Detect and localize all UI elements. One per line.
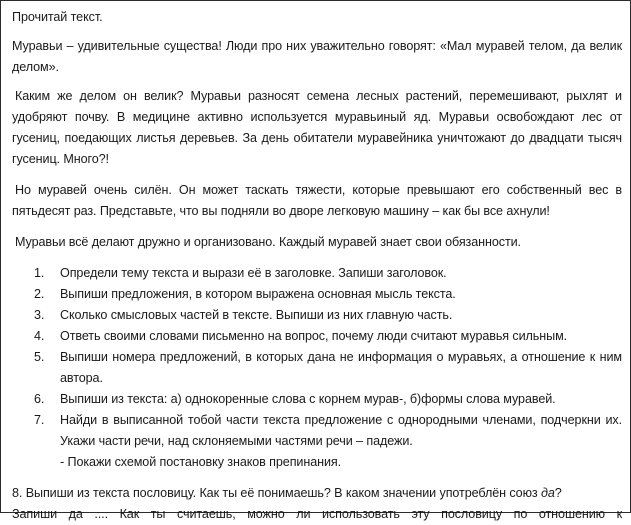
task-8-cutoff-line: Запиши да .... Как ты считаешь, можно ли использовать эту пословицу по отношению к [12, 507, 622, 521]
task-8-prefix: 8. Выпиши из текста пословицу. Как ты её понимаешь? В каком значении употреблён союз [12, 486, 542, 500]
task-subnote: - Покажи схемой постановку знаков препинания. [60, 455, 342, 469]
intro-paragraph: Муравьи – удивительные существа! Люди про них уважительно говорят: «Мал муравей телом, да велик делом». [12, 39, 622, 74]
list-item [12, 389, 622, 410]
task-number: 5. [34, 350, 45, 364]
task-number: 1. [34, 266, 45, 280]
task-number: 6. [34, 392, 45, 406]
paragraph-2: Но муравей очень силён. Он может таскать тяжести, которые превышают его собственный вес в пятьдесят раз. Представьте, что вы подняли во дворе легковую машину – как бы все ахнули! [12, 183, 622, 218]
paragraph-1: Каким же делом он велик? Муравьи разносят семена лесных растений, перемешивают, рыхлят и удобряют почву. В медицине активно используется муравьиный яд. Муравьи освобождают лес от гусениц, поедающих листья деревьев. За день обитатели муравейника уничтожают до двадцати тысяч гусениц. Много?! [12, 89, 622, 166]
list-item [12, 305, 622, 326]
task-8 [12, 483, 622, 504]
task-number: 3. [34, 308, 45, 322]
task-number: 4. [34, 329, 45, 343]
list-item [12, 410, 622, 473]
task-number: 2. [34, 287, 45, 301]
paragraph-3: Муравьи всё делают дружно и организовано. Каждый муравей знает свои обязанности. [15, 235, 521, 249]
document-body [12, 7, 622, 525]
task-text: Выпиши из текста: а) однокоренные слова с корнем мурав-, б)формы слова муравей. [60, 392, 556, 406]
task-text: Выпиши предложения, в котором выражена основная мысль текста. [60, 287, 456, 301]
list-item [12, 284, 622, 305]
list-item [12, 263, 622, 284]
task-text: Найди в выписанной тобой части текста предложение с однородными членами, подчеркни их. Укажи части речи, над склоняемыми частями речи – падежи. [60, 413, 622, 448]
task-number: 7. [34, 413, 45, 427]
task-text: Ответь своими словами письменно на вопрос, почему люди считают муравья сильным. [60, 329, 568, 343]
document-heading: Прочитай текст. [12, 10, 103, 24]
task-8-suffix: ? [554, 486, 562, 500]
task-8-italic: да [541, 486, 555, 500]
task-text: Определи тему текста и вырази её в заголовке. Запиши заголовок. [60, 266, 447, 280]
task-list [12, 263, 622, 473]
list-item [12, 326, 622, 347]
list-item [12, 347, 622, 389]
task-text: Выпиши номера предложений, в которых дана не информация о муравьях, а отношение к ним автора. [60, 350, 622, 385]
task-text: Сколько смысловых частей в тексте. Выпиши из них главную часть. [60, 308, 453, 322]
